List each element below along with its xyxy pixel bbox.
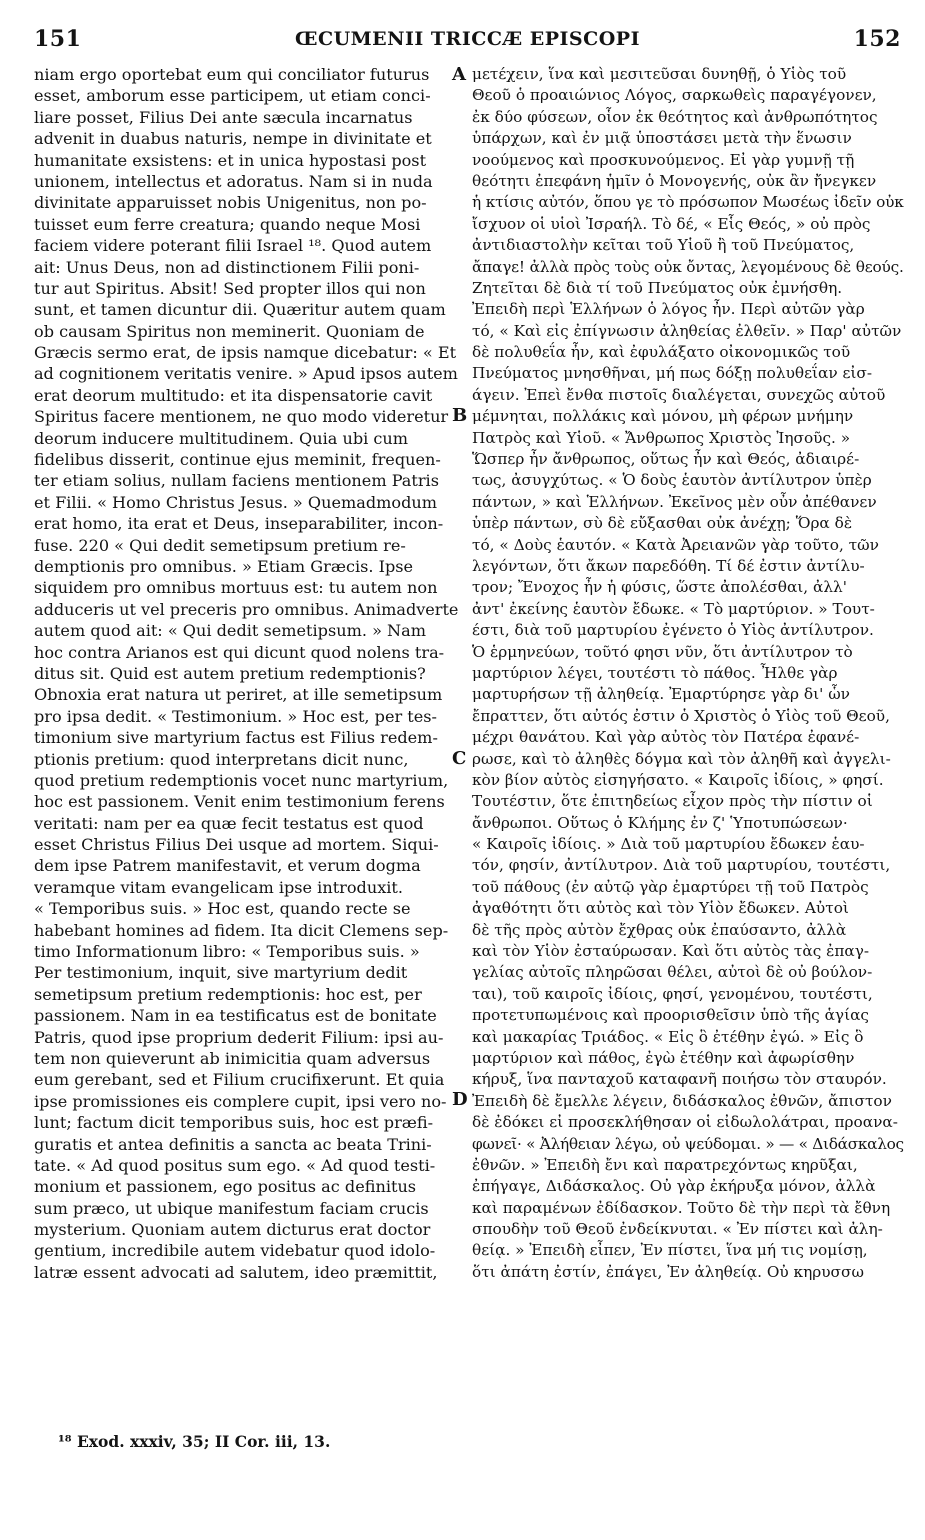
latin-text-line: guratis et antea definitis a sancta ac beata Trini- <box>34 1134 432 1154</box>
greek-text-line: Πατρὸς καὶ Υἱοῦ. « Ἄνθρωπος Χριστὸς Ἰησοῦς. » <box>472 428 851 447</box>
greek-text-line: τό, « Καὶ εἰς ἐπίγνωσιν ἀληθείας ἐλθεῖν. » Παρ' αὐτῶν <box>472 321 902 340</box>
latin-text-line: tem non quieverunt ab inimicitia quam adversus <box>34 1048 431 1068</box>
latin-text-line: fuse. 220 « Qui dedit semetipsum pretium re- <box>34 535 406 555</box>
greek-text-line: θείᾳ. » Ἐπειδὴ εἶπεν, Ἐν πίστει, ἵνα μή τις νομίσῃ, <box>472 1241 868 1260</box>
latin-text-line: eum gerebant, sed et Filium crucifixerunt. Et quia <box>34 1070 445 1090</box>
latin-text-line: Per testimonium, inquit, sive martyrium dedit <box>34 963 408 983</box>
greek-text-line: μέμνηται, πολλάκις καὶ μόνου, μὴ φέρων μνήμην <box>472 407 854 426</box>
margin-marker-d: D <box>452 1089 468 1110</box>
margin-marker-c: C <box>452 748 467 769</box>
running-title: ŒCUMENII TRICCÆ EPISCOPI <box>295 28 640 50</box>
latin-text-line: tur aut Spiritus. Absit! Sed propter illos qui non <box>34 278 426 298</box>
greek-text-line: μαρτύριον λέγει, τουτέστι τὸ πάθος. Ἦλθε γὰρ <box>472 663 838 682</box>
latin-text-line: divinitate apparuisset nobis Unigenitus, non po- <box>34 193 427 213</box>
latin-text-line: deorum inducere multitudinem. Quia ubi cum <box>34 428 409 448</box>
greek-text-line: τό, « Δοὺς ἑαυτόν. « Κατὰ Ἀρειανῶν γὰρ τοῦτο, τῶν <box>472 535 879 554</box>
latin-text-line: lunt; factum dicit temporibus suis, hoc est præfi- <box>34 1113 434 1133</box>
greek-text-line: ἐκ δύο φύσεων, οἷον ἐκ θεότητος καὶ ἀνθρωπότητος <box>472 107 878 126</box>
greek-text-line: Πνεύματος μνησθῆναι, μή πως δόξῃ πολυθεΐαν εἰσ- <box>472 364 873 383</box>
greek-text-line: ἀντ' ἐκείνης ἑαυτὸν ἔδωκε. « Τὸ μαρτύριον. » Τουτ- <box>472 599 875 618</box>
latin-column <box>34 64 458 1283</box>
latin-text-line: erat homo, ita erat et Deus, inseparabiliter, incon- <box>34 514 444 534</box>
greek-column <box>472 64 904 1283</box>
latin-text-line: unionem, intellectus et adoratus. Nam si in nuda <box>34 171 433 191</box>
latin-text-line: erat deorum multitudo: et ita dispensatorie cavit <box>34 385 433 405</box>
latin-text-line: fidelibus disserit, continue ejus meminit, frequen- <box>34 450 441 470</box>
greek-text-line: ται), τοῦ καιροῖς ἰδίοις, φησί, γενομένου, τουτέστι, <box>472 984 873 1003</box>
greek-text-line: φωνεῖ· « Ἀλήθειαν λέγω, οὐ ψεύδομαι. » — « Διδάσκαλος <box>472 1134 904 1153</box>
greek-text-line: προτετυπωμένοις καὶ προορισθεῖσιν ὑπὸ τῆς ἁγίας <box>472 1006 869 1025</box>
greek-text-line: ἀγαθότητι ὅτι αὐτὸς καὶ τὸν Υἱὸν ἔδωκεν. Αὐτοὶ <box>472 899 849 918</box>
latin-text-line: « Temporibus suis. » Hoc est, quando recte se <box>34 899 411 919</box>
latin-text-line: faciem videre poterant filii Israel ¹⁸. Quod autem <box>34 236 432 256</box>
latin-text-line: veramque vitam evangelicam ipse introduxit. <box>34 877 404 897</box>
greek-text-line: τως, ἀσυγχύτως. « Ὁ δοὺς ἑαυτὸν ἀντίλυτρον ὑπὲρ <box>472 471 872 490</box>
greek-text-line: θεότητι ἐπεφάνη ἡμῖν ὁ Μονογενής, οὐκ ἂν ἤνεγκεν <box>472 171 877 190</box>
greek-text-line: καὶ τὸν Υἱὸν ἐσταύρωσαν. Καὶ ὅτι αὐτὸς τὰς ἐπαγ- <box>472 942 870 961</box>
latin-text-line: esset, amborum esse participem, ut etiam conci- <box>34 86 431 106</box>
greek-text-line: πάντων, » καὶ Ἑλλήνων. Ἐκεῖνος μὲν οὖν ἀπέθανεν <box>472 492 877 511</box>
greek-text-line: Ἐπειδὴ περὶ Ἑλλήνων ὁ λόγος ἦν. Περὶ αὐτῶν γὰρ <box>472 300 865 319</box>
greek-text-line: ὅτι ἀπάτη ἐστίν, ἐπάγει, Ἐν ἀληθείᾳ. Οὐ κηρυσσω <box>472 1262 864 1281</box>
latin-text-line: habebant homines ad fidem. Ita dicit Clemens sep- <box>34 920 449 940</box>
greek-text-line: Θεοῦ ὁ προαιώνιος Λόγος, σαρκωθεὶς παραγέγονεν, <box>472 86 877 105</box>
greek-text-line: καὶ μακαρίας Τριάδος. « Εἰς ὃ ἐτέθην ἐγώ. » Εἰς ὃ <box>472 1027 864 1046</box>
latin-text-line: adduceris ut vel preceris pro omnibus. Animadverte <box>34 599 458 619</box>
latin-text-line: latræ essent advocati ad salutem, ideo præmittit, <box>34 1262 438 1282</box>
latin-text-line: ptionis pretium: quod interpretans dicit nunc, <box>34 749 409 769</box>
latin-text-line: pro ipsa dedit. « Testimonium. » Hoc est, per tes- <box>34 706 437 726</box>
greek-text-line: μετέχειν, ἵνα καὶ μεσιτεῦσαι δυνηθῇ, ὁ Υἱὸς τοῦ <box>472 65 847 83</box>
latin-text-line: Græcis sermo erat, de ipsis namque dicebatur: « Et <box>34 343 457 363</box>
greek-text-line: ρωσε, καὶ τὸ ἀληθὲς δόγμα καὶ τὸν ἀληθῆ καὶ ἀγγελι- <box>472 749 891 768</box>
latin-text-line: mysterium. Quoniam autem dicturus erat doctor <box>34 1220 431 1240</box>
greek-text-line: έστι, διὰ τοῦ μαρτυρίου ἐγένετο ὁ Υἱὸς ἀντίλυτρον. <box>472 621 874 640</box>
greek-text-line: Ὁ ἑρμηνεύων, τοῦτό φησι νῦν, ὅτι ἀντίλυτρον τὸ <box>472 642 853 661</box>
greek-text-line: ἀντιδιαστολὴν κεῖται τοῦ Υἱοῦ ἢ τοῦ Πνεύματος, <box>472 236 855 255</box>
latin-text-line: veritati: nam per ea quæ fecit testatus est quod <box>34 813 424 833</box>
greek-text-line: δὲ τῆς πρὸς αὐτὸν ἔχθρας οὐκ ἐπαύσαντο, ἀλλὰ <box>472 920 847 939</box>
latin-text-line: tate. « Ad quod positus sum ego. « Ad quod testi- <box>34 1155 436 1175</box>
greek-text-line: γελίας αὐτοῖς πληρῶσαι θέλει, αὐτοὶ δὲ οὐ βούλον- <box>472 963 873 982</box>
greek-text-line: « Καιροῖς ἰδίοις. » Διὰ τοῦ μαρτυρίου ἔδωκεν ἑαυ- <box>472 835 865 854</box>
greek-text-line: τόν, φησίν, ἀντίλυτρον. Διὰ τοῦ μαρτυρίου, τουτέστι, <box>472 856 891 875</box>
margin-marker-a: A <box>452 64 466 85</box>
latin-text-line: autem quod ait: « Qui dedit semetipsum. » Nam <box>34 621 426 641</box>
greek-text-line: ἡ κτίσις αὐτόν, ὅπου γε τὸ πρόσωπον Μωσέως ἰδεῖν οὐκ <box>472 193 904 212</box>
greek-text-line: τρον; Ἔνοχος ἦν ἡ φύσις, ὥστε ἀπολέσθαι, ἀλλ' <box>472 578 847 597</box>
greek-text-line: δὲ πολυθεΐα ἦν, καὶ ἐφυλάξατο οἰκονομικῶς τοῦ <box>472 343 851 362</box>
greek-text-line: Ζητεῖται δὲ διὰ τί τοῦ Πνεύματος οὐκ ἐμνήσθη. <box>472 278 843 297</box>
latin-text-line: Obnoxia erat natura ut periret, at ille semetipsum <box>34 685 443 705</box>
greek-text-line: σπουδὴν τοῦ Θεοῦ ἐνδείκνυται. « Ἐν πίστει καὶ ἀλη- <box>472 1220 883 1239</box>
page-number-left: 151 <box>34 26 82 52</box>
latin-text-line: ditus sit. Quid est autem pretium redemptionis? <box>34 663 426 683</box>
latin-text-line: siquidem pro omnibus mortuus est: tu autem non <box>34 578 438 598</box>
page-header <box>34 26 901 60</box>
latin-text-line: esset Christus Filius Dei usque ad mortem. Siqui- <box>34 835 439 855</box>
latin-text-line: ter etiam solius, nullam faciens mentionem Patris <box>34 471 439 491</box>
greek-text-line: ἐθνῶν. » Ἐπειδὴ ἔνι καὶ παρατρεχόντως κηρῦξαι, <box>472 1155 858 1174</box>
greek-text-line: μέχρι θανάτου. Καὶ γὰρ αὐτὸς τὸν Πατέρα ἐφανέ- <box>472 728 860 747</box>
latin-text-line: sum præco, ut ubique manifestum faciam crucis <box>34 1198 429 1218</box>
latin-text-line: timo Informationum libro: « Temporibus suis. » <box>34 942 420 962</box>
greek-text-line: ἄνθρωποι. Οὕτως ὁ Κλήμης ἐν ζ' Ὑποτυπώσεων· <box>472 813 848 832</box>
latin-text-line: niam ergo oportebat eum qui conciliator futurus <box>34 65 430 84</box>
latin-text-line: ad cognitionem veritatis venire. » Apud ipsos autem <box>34 364 458 384</box>
latin-text-line: passionem. Nam in ea testificatus est de bonitate <box>34 1006 437 1026</box>
margin-marker-b: B <box>452 405 468 426</box>
greek-text-line: Ὥσπερ ἦν ἄνθρωπος, οὕτως ἦν καὶ Θεός, ἀδιαιρέ- <box>472 450 860 469</box>
page-number-right: 152 <box>853 26 901 52</box>
greek-text-line: Τουτέστιν, ὅτε ἐπιτηδείως εἶχον πρὸς τὴν πίστιν οἱ <box>472 792 873 811</box>
greek-text-line: ἄπαγε! ἀλλὰ πρὸς τοὺς οὐκ ὄντας, λεγομένους δὲ θεούς. <box>472 257 904 276</box>
latin-text-line: quod pretium redemptionis vocet nunc martyrium, <box>34 770 449 790</box>
footnote: ¹⁸ Exod. xxxiv, 35; II Cor. iii, 13. <box>58 1432 331 1451</box>
greek-text-line: κὸν βίον αὐτὸς εἰσηγήσατο. « Καιροῖς ἰδίοις, » φησί. <box>472 770 884 789</box>
latin-text-line: hoc contra Arianos est qui dicunt quod nolens tra- <box>34 642 445 662</box>
latin-text-line: tuisset eum ferre creatura; quando neque Mosi <box>34 214 421 234</box>
greek-text-line: Ἐπειδὴ δὲ ἔμελλε λέγειν, διδάσκαλος ἐθνῶν, ἄπιστον <box>472 1091 892 1110</box>
latin-text-line: ipse promissiones eis complere cupit, ipsi vero no- <box>34 1091 447 1111</box>
greek-text-line: ὑπὲρ πάντων, σὺ δὲ εὔξασθαι οὐκ ἀνέχῃ; Ὅρα δὲ <box>472 514 853 533</box>
greek-text-line: μαρτυρήσων τῇ ἀληθείᾳ. Ἐμαρτύρησε γὰρ δι' ὧν <box>472 685 850 704</box>
greek-text-line: καὶ παραμένων ἐδίδασκον. Τοῦτο δὲ τὴν περὶ τὰ ἔθνη <box>472 1198 891 1217</box>
greek-text-line: λεγόντων, ὅτι ἄκων παρεδόθη. Τί δέ ἐστιν ἀντίλυ- <box>472 556 865 575</box>
greek-text-line: μαρτύριον καὶ πάθος, ἐγὼ ἐτέθην καὶ ἀφωρίσθην <box>472 1048 855 1067</box>
greek-text-line: κήρυξ, ἵνα πανταχοῦ καταφανῆ ποιήσω τὸν σταυρόν. <box>472 1070 887 1089</box>
latin-text-line: sunt, et tamen dicuntur dii. Quæritur autem quam <box>34 300 446 320</box>
greek-text-line: ἐπήγαγε, Διδάσκαλος. Οὐ γὰρ ἐκήρυξα μόνον, ἀλλὰ <box>472 1177 876 1196</box>
latin-text-line: hoc est passionem. Venit enim testimonium ferens <box>34 792 445 812</box>
latin-text-line: semetipsum pretium redemptionis: hoc est, per <box>34 984 422 1004</box>
greek-text-line: ἴσχυον οἱ υἱοὶ Ἰσραήλ. Τὸ δέ, « Εἷς Θεός, » οὐ πρὸς <box>472 214 871 233</box>
latin-text-line: Spiritus facere mentionem, ne quo modo videretur <box>34 407 449 427</box>
latin-text-line: gentium, incredibile autem videbatur quod idolo- <box>34 1241 436 1261</box>
latin-text-line: liare posset, Filius Dei ante sæcula incarnatus <box>34 107 413 127</box>
greek-text-line: δὲ ἐδόκει εἰ προσεκλήθησαν οἱ εἰδωλολάτραι, προανα- <box>472 1113 898 1132</box>
greek-text-line: νοούμενος καὶ προσκυνούμενος. Εἰ γὰρ γυμνῇ τῇ <box>472 150 855 169</box>
greek-text-line: τοῦ πάθους (ἐν αὐτῷ γὰρ ἐμαρτύρει τῇ τοῦ Πατρὸς <box>472 877 869 896</box>
latin-text-line: ait: Unus Deus, non ad distinctionem Filii poni- <box>34 257 420 277</box>
latin-text-line: ob causam Spiritus non meminerit. Quoniam de <box>34 321 425 341</box>
latin-text-line: humanitate exsistens: et in unica hypostasi post <box>34 150 427 170</box>
latin-text-line: timonium sive martyrium factus est Filius redem- <box>34 728 438 748</box>
greek-text-line: άγειν. Ἐπεὶ ἔνθα πιστοῖς διαλέγεται, συνεχῶς αὐτοῦ <box>472 385 886 404</box>
latin-text-line: dem ipse Patrem manifestavit, et verum dogma <box>34 856 421 876</box>
greek-text-line: ἔπραττεν, ὅτι αὐτός ἐστιν ὁ Χριστὸς ὁ Υἱὸς τοῦ Θεοῦ, <box>472 706 890 725</box>
latin-text-line: monium et passionem, ego positus ac definitus <box>34 1177 417 1197</box>
latin-text-line: Patris, quod ipse proprium dederit Filium: ipsi au- <box>34 1027 444 1047</box>
greek-text-line: ὑπάρχων, καὶ ἐν μιᾷ ὑποστάσει μετὰ τὴν ἕνωσιν <box>472 129 852 148</box>
latin-text-line: demptionis pro omnibus. » Etiam Græcis. Ipse <box>34 556 414 576</box>
latin-text-line: advenit in duabus naturis, nempe in divinitate et <box>34 129 432 149</box>
latin-text-line: et Filii. « Homo Christus Jesus. » Quemadmodum <box>34 492 438 512</box>
